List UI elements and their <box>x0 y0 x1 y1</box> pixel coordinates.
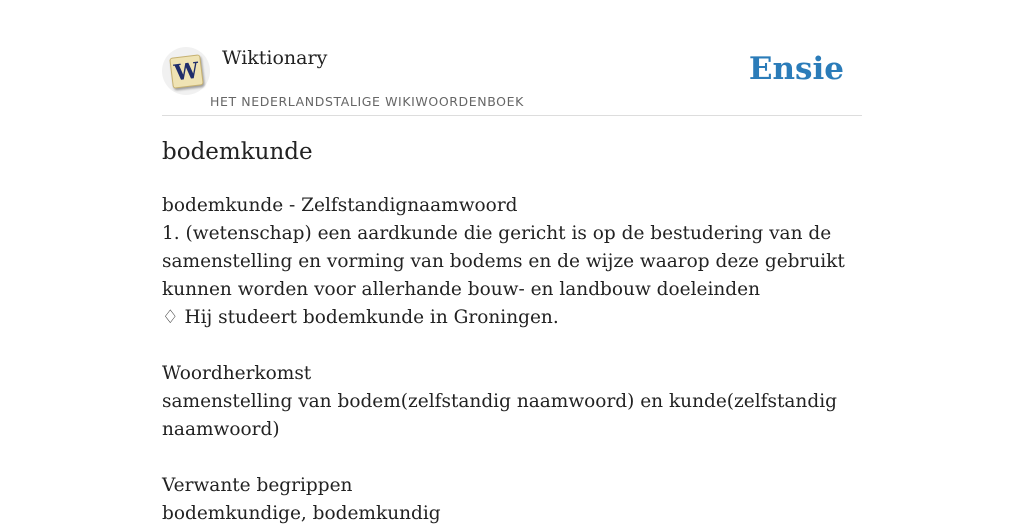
etymology-text: samenstelling van bodem(zelfstandig naamwoord) en kunde(zelfstandig naamwoord) <box>162 391 837 440</box>
logo-tile-icon <box>169 54 204 89</box>
definition-text: 1. (wetenschap) een aardkunde die gericht is op de bestudering van de samenstelling en vorming van bodems en de wijze waarop deze gebruikt kunnen worden voor allerhande bouw- en landbouw doeleinden <box>162 223 845 300</box>
logo-letter: W <box>172 57 201 87</box>
example-sentence: ♢ Hij studeert bodemkunde in Groningen. <box>162 307 559 328</box>
wiktionary-logo[interactable] <box>162 47 210 95</box>
entry-body <box>162 192 862 528</box>
spacer <box>162 444 862 472</box>
related-terms-text: bodemkundige, bodemkundig <box>162 503 441 524</box>
site-name[interactable]: Wiktionary <box>222 47 328 69</box>
site-tagline: HET NEDERLANDSTALIGE WIKIWOORDENBOEK <box>210 94 524 109</box>
part-of-speech-line: bodemkunde - Zelfstandignaamwoord <box>162 195 518 216</box>
etymology-heading: Woordherkomst <box>162 363 312 384</box>
page-title: bodemkunde <box>162 139 313 165</box>
site-header <box>162 0 862 116</box>
related-terms-heading: Verwante begrippen <box>162 475 353 496</box>
page-container <box>162 0 862 524</box>
ensie-brand-link[interactable]: Ensie <box>748 51 844 87</box>
spacer <box>162 332 862 360</box>
